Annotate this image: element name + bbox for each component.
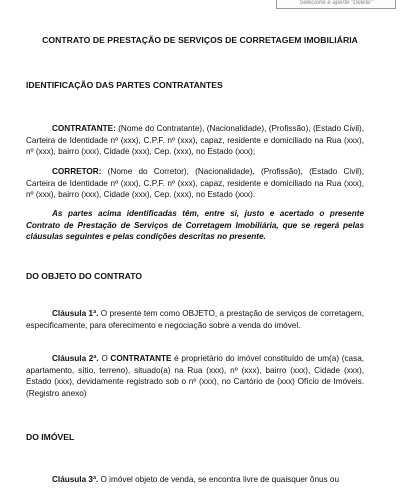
clause-2-label: Cláusula 2ª. [52,354,99,363]
clause-2-pre: O [98,354,111,363]
section-heading-property: DO IMÓVEL [26,432,75,442]
section-heading-object: DO OBJETO DO CONTRATO [26,271,143,281]
contratante-text: (Nome do Contratante), (Nacionalidade), (Profissão), (Estado Civil), Carteira de Identidade nº (xxx), C.P.F. nº (xxx), capaz, residente e domiciliado na Rua (xxx), nº (xxx), bairro (xxx), Cidade (xxx), Cep. (xxx), no Estado (xxx); [26,124,364,156]
section-heading-parties: IDENTIFICAÇÃO DAS PARTES CONTRATANTES [26,80,223,90]
clause-2-text: é proprietário do imóvel constituído de um(a) (casa, apartamento, sítio, terreno), situado(a) na Rua (xxx), nº (xxx), bairro (xxx), Cidade (xxx), Estado (xxx), devidamente registrado sob o nº (xxx), no Cartório de (xxx) Ofício de Imóveis. (Registro anexo) [26,354,365,398]
contratante-label: CONTRATANTE: [52,124,116,133]
clause-3-label: Cláusula 3ª. [52,475,99,484]
corretor-paragraph [26,166,364,201]
clause-1-text: O presente tem como OBJETO, a prestação de serviços de corretagem, especificamente, para oferecimento e negociação sobre a venda do imóvel. [26,309,364,330]
clause-2-paragraph [26,353,364,399]
contratante-paragraph [26,123,364,158]
delete-hint: Selecione e aperte "Delete" [276,0,396,9]
corretor-label: CORRETOR: [52,167,102,176]
clause-1-label: Cláusula 1ª. [52,309,99,318]
clause-3-text: O imóvel objeto de venda, se encontra livre de quaisquer ônus ou [98,475,340,484]
agreement-paragraph: As partes acima identificadas têm, entre si, justo e acertado o presente Contrato de Prestação de Serviços de Corretagem Imobiliária, que se regerá pelas cláusulas seguintes e pelas condições descritas no presente. [26,209,364,241]
clause-3-paragraph [26,474,364,486]
corretor-text: (Nome do Corretor), (Nacionalidade), (Profissão), (Estado Civil), Carteira de Identidade nº (xxx), C.P.F. nº (xxx), capaz, residente e domiciliado na Rua (xxx), nº (xxx), bairro (xxx), Cidade (xxx), Cep. (xxx), no Estado (xxx). [26,167,364,199]
clause-1-paragraph [26,308,364,331]
document-title: CONTRATO DE PRESTAÇÃO DE SERVIÇOS DE CORRETAGEM IMOBILIÁRIA [42,35,358,45]
clause-2-contratante: CONTRATANTE [110,354,172,363]
